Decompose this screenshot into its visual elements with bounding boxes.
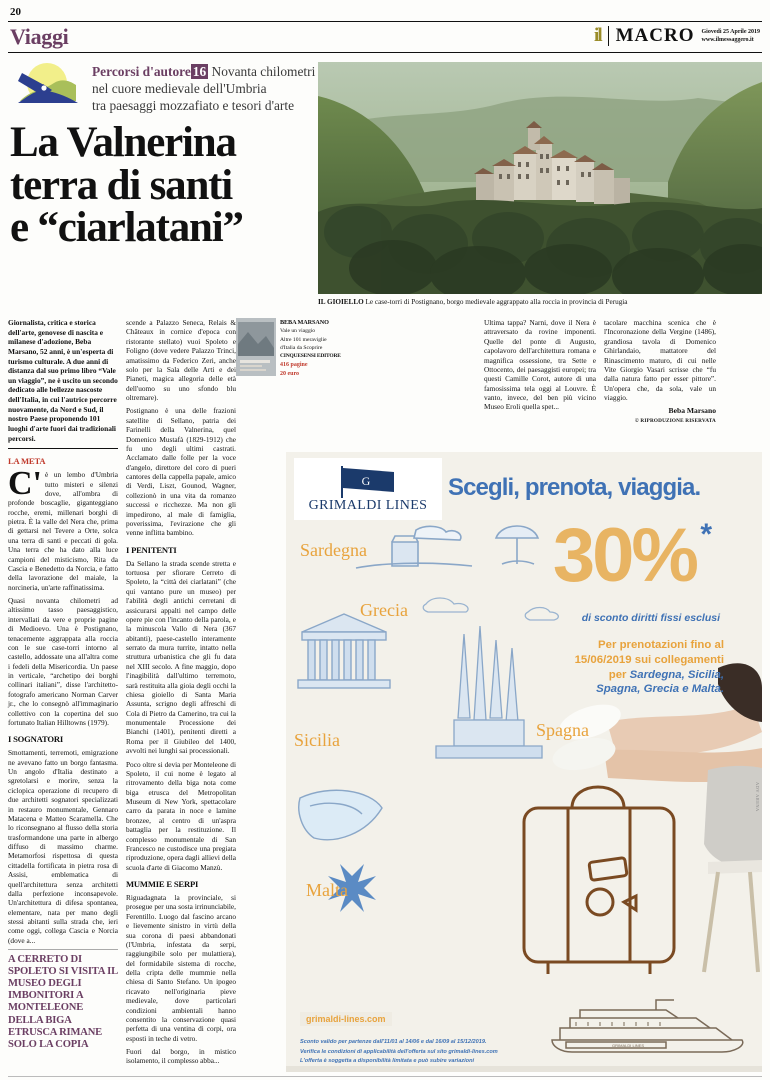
subhead-i-sognatori: I SOGNATORI	[8, 734, 64, 745]
ad-booking-prefix: per	[608, 668, 630, 681]
ad-booking-terms	[474, 638, 724, 697]
subhead-mummie-e-serpi: MUMMIE E SERPI	[126, 879, 199, 890]
destination-label-grecia: Grecia	[360, 600, 408, 620]
ad-terms-line-1: Sconto valido per partenze dall'11/01 al 14/06 e dal 16/09 al 15/12/2019.	[300, 1039, 487, 1046]
ad-booking-line-1: Per prenotazioni fino al	[598, 639, 724, 651]
body-c2-p6: Fuori dal borgo, in mistico isolamento, il complesso abba...	[126, 1047, 236, 1066]
ship-hull-label: GRIMALDI LINES	[612, 1043, 645, 1048]
column-rule	[8, 448, 118, 449]
body-c2-p5: Riguadagnata la provinciale, si prosegue per una sosta irrinunciabile, Ferentillo. Luogo dal fascino arcano e lievemente sinistro in virtù della sua corona di paesi abbandonati (l'Umbria, infestata da serpi, raggiungibile solo per mulattiera), del formidabile sistema di rocche, della cripta delle mummie nella chiesa di Santo Stefano. Un ipogeo ricavato nell'originaria pieve medievale, dove particolari condizioni ambientali hanno consentito la conservazione quasi perfetta di una ventina di corpi, ora esposti in teche di vetro.	[126, 893, 236, 1043]
book-metadata	[280, 318, 341, 379]
kicker-line-3: tra paesaggi mozzafiato e tesori d'arte	[92, 98, 295, 114]
book-subtitle-2: d'Italia da Scoprire	[280, 345, 323, 352]
destination-label-sicilia: Sicilia	[294, 730, 340, 750]
hero-photo-caption	[318, 298, 762, 307]
ad-photo-credit: ADV ARENA	[755, 782, 760, 812]
kicker-line-2: nel cuore medievale dell'Umbria	[92, 81, 267, 97]
kicker-text	[92, 61, 315, 114]
body-c5-p1: Ultima tappa? Narni, dove il Nera è attraversato da rovine imponenti. Quelle del ponte di Augusto, capolavoro dell'architettura romana e magnifica ossessione, tra Sette e Ottocento, dei paesaggisti europei; tra questi Camille Corot, autore di una famosissima tela oggi al Louvre. È vanto, invece, del ben più vicino Museo Eroli quella spet...	[484, 318, 596, 412]
headline-line-3: e “ciarlatani”	[10, 204, 243, 252]
ad-discount-note: di sconto diritti fissi esclusi	[581, 612, 720, 624]
book-title: Vale un viaggio	[280, 328, 316, 335]
book-subtitle-1: Altre 101 meraviglie	[280, 336, 327, 343]
subhead-i-penitenti: I PENITENTI	[126, 544, 177, 555]
body-c2-p4: Poco oltre si devia per Monteleone di Spoleto, il cui nome è legato al ritrovamento della biga nota come biga etrusca del Metropolitan Museum di New York, spettacolare carro da parata in noce e lamine bronzee, al centro di un'aspra battaglia per la restituzione. Il complesso monumentale di San Francesco ne custodisce una pregiata riproduzione, opera dagli allievi della scuola d'arte di Giacomo Manzù.	[126, 759, 236, 872]
caption-text: Le case-torri di Postignano, borgo medievale aggrappato alla roccia in provincia di Perugia	[365, 298, 628, 306]
ad-asterisk-marker: *	[700, 518, 712, 551]
destination-label-spagna: Spagna	[536, 720, 589, 740]
headline-line-2: terra di santi	[10, 161, 233, 209]
pull-quote: A CERRETO DI SPOLETO SI VISITA IL MUSEO DEGLI IMBONITORI A MONTELEONE DELLA BIGA ETRUSCA RIMANE SOLO LA COPIA	[8, 954, 118, 1050]
ad-ship-illustration	[546, 994, 756, 1058]
destination-label-sardegna: Sardegna	[300, 540, 367, 560]
book-price: 20 euro	[280, 370, 300, 377]
author-bio: Giornalista, critica e storica dell'arte, genovese di nascita e milanese d'adozione, Beba Marsano, 52 anni, è un'esperta di turismo culturale. A due anni di distanza dal suo primo libro “Vale un viaggio”, ne è uscito un secondo dedicato alle bellezze nascoste dell'Italia, in cui l'autrice percorre nuovamente, da Nord e Sud, il nostro Paese proponendo 101 luoghi d'arte fuori dai tradizionali percorsi.	[8, 318, 118, 443]
headline-line-1: La Valnerina	[10, 119, 236, 167]
ad-claim-headline: Scegli, prenota, viaggia.	[448, 474, 701, 501]
kicker-series-label: Percorsi d'autore	[92, 64, 191, 79]
article-column-2	[126, 318, 236, 1070]
page-bottom-rule	[8, 1076, 762, 1077]
body-meta-p1: C'è un lembo d'Umbria tutto misteri e silenzi dove, all'ombra di profonde boscaglie, giganteggiano rocche, eremi, millenari borghi di pietra. È la valle del Nera che, prima di gettarsi nel Tevere a Orte, solca una terra di santi e peccati di gola. Una terra che ha dato alla luce campioni del misticismo, Rita da Cascia e Benedetto da Norcia, e fatto della lavorazione del maiale, la norcineria, un'arte raffinatissima.	[8, 465, 118, 592]
caption-label: IL GIOIELLO	[318, 298, 364, 306]
subhead-la-meta: LA META	[8, 456, 46, 467]
grimaldi-flag-icon	[328, 464, 408, 500]
body-c2-p3: Da Sellano la strada scende stretta e tortuosa per sfiorare Cerreto di Spoleto, la “città dei ciarlatani” (che qui vantano pure un museo) per l'abilità degli antichi cerretani di assicurarsi appalti nel campo delle opere pie con l'incanto della parola, e la minuscola Vallo di Nera (367 abitanti), paese-castello interamente serrato da mura turrite, intatto nella struttura urbanistica che gli fu data nel XIII secolo. A fine maggio, dopo l'inagibilità dall'ultimo terremoto, sarà restituita alla gioia degli occhi la chiesa gioiello di Santa Maria Assunta, scrigno degli affreschi di Cola di Pietro da Camerino, tra cui la monumentale Processione dei Bianchi (1401), penitenti diretti a Roma per il Giubileo del 1400, avvolti nei lunghi sai processionali.	[126, 558, 236, 756]
column-rule-hair	[8, 949, 118, 950]
book-cover-image	[236, 318, 276, 376]
ad-terms-line-3: L'offerta è soggetta a disponibilità limitata e può subire variazioni	[300, 1057, 475, 1064]
masthead	[8, 22, 762, 52]
kicker-episode-number: 16	[192, 64, 207, 79]
page-folio-number: 20	[10, 6, 21, 18]
masthead-date-block	[702, 28, 761, 44]
ad-website-link[interactable]: grimaldi-lines.com	[300, 1012, 392, 1026]
masthead-brand-group	[594, 25, 760, 48]
masthead-divider	[608, 26, 609, 46]
body-sognatori-p1: Smottamenti, terremoti, emigrazione ne avevano fatto un borgo fantasma. Un angolo d'Italia destinato a sgretolarsi e morire, senza la ciclopica operazione di recupero di due architetti sognatori specializzati in restauro monumentale, Gennaro Matacena e Matteo Scaramella. Che lo riconsegnano al flusso della storia trasformandone una parte in albergo diffuso di massimo charme. Metamorfosi rispettosa di questa cittadella fortificata in pietra rosa di Assisi, emblematica di quell'architettura senza architetti dalla perfezione inconsapevole. Un'architettura di difesa spontanea, elementare, nata per mano degli stessi abitanti sulla strada che, ieri come oggi, collega Cascia e Norcia (dove a...	[8, 748, 118, 945]
book-info-box	[236, 318, 348, 379]
ad-discount-value: 30%	[552, 513, 696, 598]
ad-destination-sketches	[296, 508, 566, 918]
ad-terms-line-2: Verifica le condizioni di applicabilità dell'offerta sul sito grimaldi-lines.com	[300, 1048, 498, 1055]
body-meta-p2: Quasi novanta chilometri ad altissimo tasso paesaggistico, intervallati da vere e proprie pagine di Medioevo. Una è Postignano, tenacemente aggrappata alla roccia con le sue case-torri intorno al castello, addossate una all'altra come i fedeli della Misericordia. Un paese in verticale, “archetipo dei borghi collinari italiani”, disse l'architetto-fotografo americano Norman Carver jr., che lo consegnò all'immaginario collettivo con la copertina del suo fortunato Italian Hilltowns (1979).	[8, 596, 118, 727]
svg-text:G: G	[361, 474, 371, 488]
pen-nib-logo-icon	[10, 61, 84, 107]
body-c2-p2: Postignano è una delle frazioni satellite di Sellano, patria dei Farinelli della Valnerina, quel Domenico Mustafà (1829-1912) che fu uno degli ultimi castrati. Acclamato dalle folle per la voce d'angelo, direttore del coro di pueri cantores della cappella papale, amico di Verdi, Liszt, Gounod, Wagner, collezionò in una vita da romanzo successi e ricchezze. Ma non gli impedirono, al male di famiglia, poverissima, l'evirazione che gli venne inflitta bambino.	[126, 406, 236, 538]
copyright-line: © RIPRODUZIONE RISERVATA	[634, 418, 716, 425]
body-c6-p1: tacolare macchina scenica che è l'Incoronazione della Vergine (1486), grandiosa tavola di Domenico Ghirlandaio, mattatore del Rinascimento maturo, di cui nelle Vite Giorgio Vasari scrisse che “fu dalla natura fatto per esser pittore”. Un'opera che, da sola, vale un viaggio.	[604, 318, 716, 402]
body-c2-p1: scende a Palazzo Seneca, Relais & Châteaux in cornice d'epoca con ristorante stellato) vuoi Spoleto e Foligno (dove vedere Palazzo Trinci, amatissimo da Federico Zeri, anche solo per la Sala delle Arti e dei Pianeti, magica allegoria delle età dell'uomo su uno sfondo blu oltremare).	[126, 318, 236, 402]
destination-label-malta: Malta	[306, 880, 348, 900]
section-title: Viaggi	[10, 24, 69, 49]
grimaldi-lines-wordmark: GRIMALDI LINES	[308, 498, 428, 513]
ad-booking-line-2: 15/06/2019 sui collegamenti	[574, 653, 724, 666]
messaggero-logo-icon: il	[594, 25, 601, 46]
grimaldi-lines-advertisement[interactable]	[286, 452, 762, 1072]
book-author: BEBA MARSANO	[280, 319, 329, 326]
book-pages: 416 pagine	[280, 361, 308, 368]
macro-brand-label: MACRO	[615, 25, 695, 46]
ad-percent-sign: %	[631, 513, 696, 598]
article-byline: Beba Marsano	[668, 406, 716, 416]
article-column-5	[484, 318, 596, 416]
article-column-1	[8, 318, 118, 1055]
issue-date: Giovedì 25 Aprile 2019	[701, 28, 760, 35]
article-column-6	[604, 318, 716, 425]
ad-bottom-strip	[286, 1066, 762, 1072]
book-publisher: CINQUESENSI EDITORE	[280, 353, 341, 360]
website-url: www.ilmessaggero.it	[701, 37, 754, 43]
hero-photograph	[318, 62, 762, 294]
article-headline	[8, 114, 318, 250]
kicker-line-1: Novanta chilometri	[211, 64, 316, 79]
ad-booking-line-3: Sardegna, Sicilia,	[629, 668, 724, 681]
ad-booking-line-4: Spagna, Grecia e Malta.	[596, 683, 724, 696]
